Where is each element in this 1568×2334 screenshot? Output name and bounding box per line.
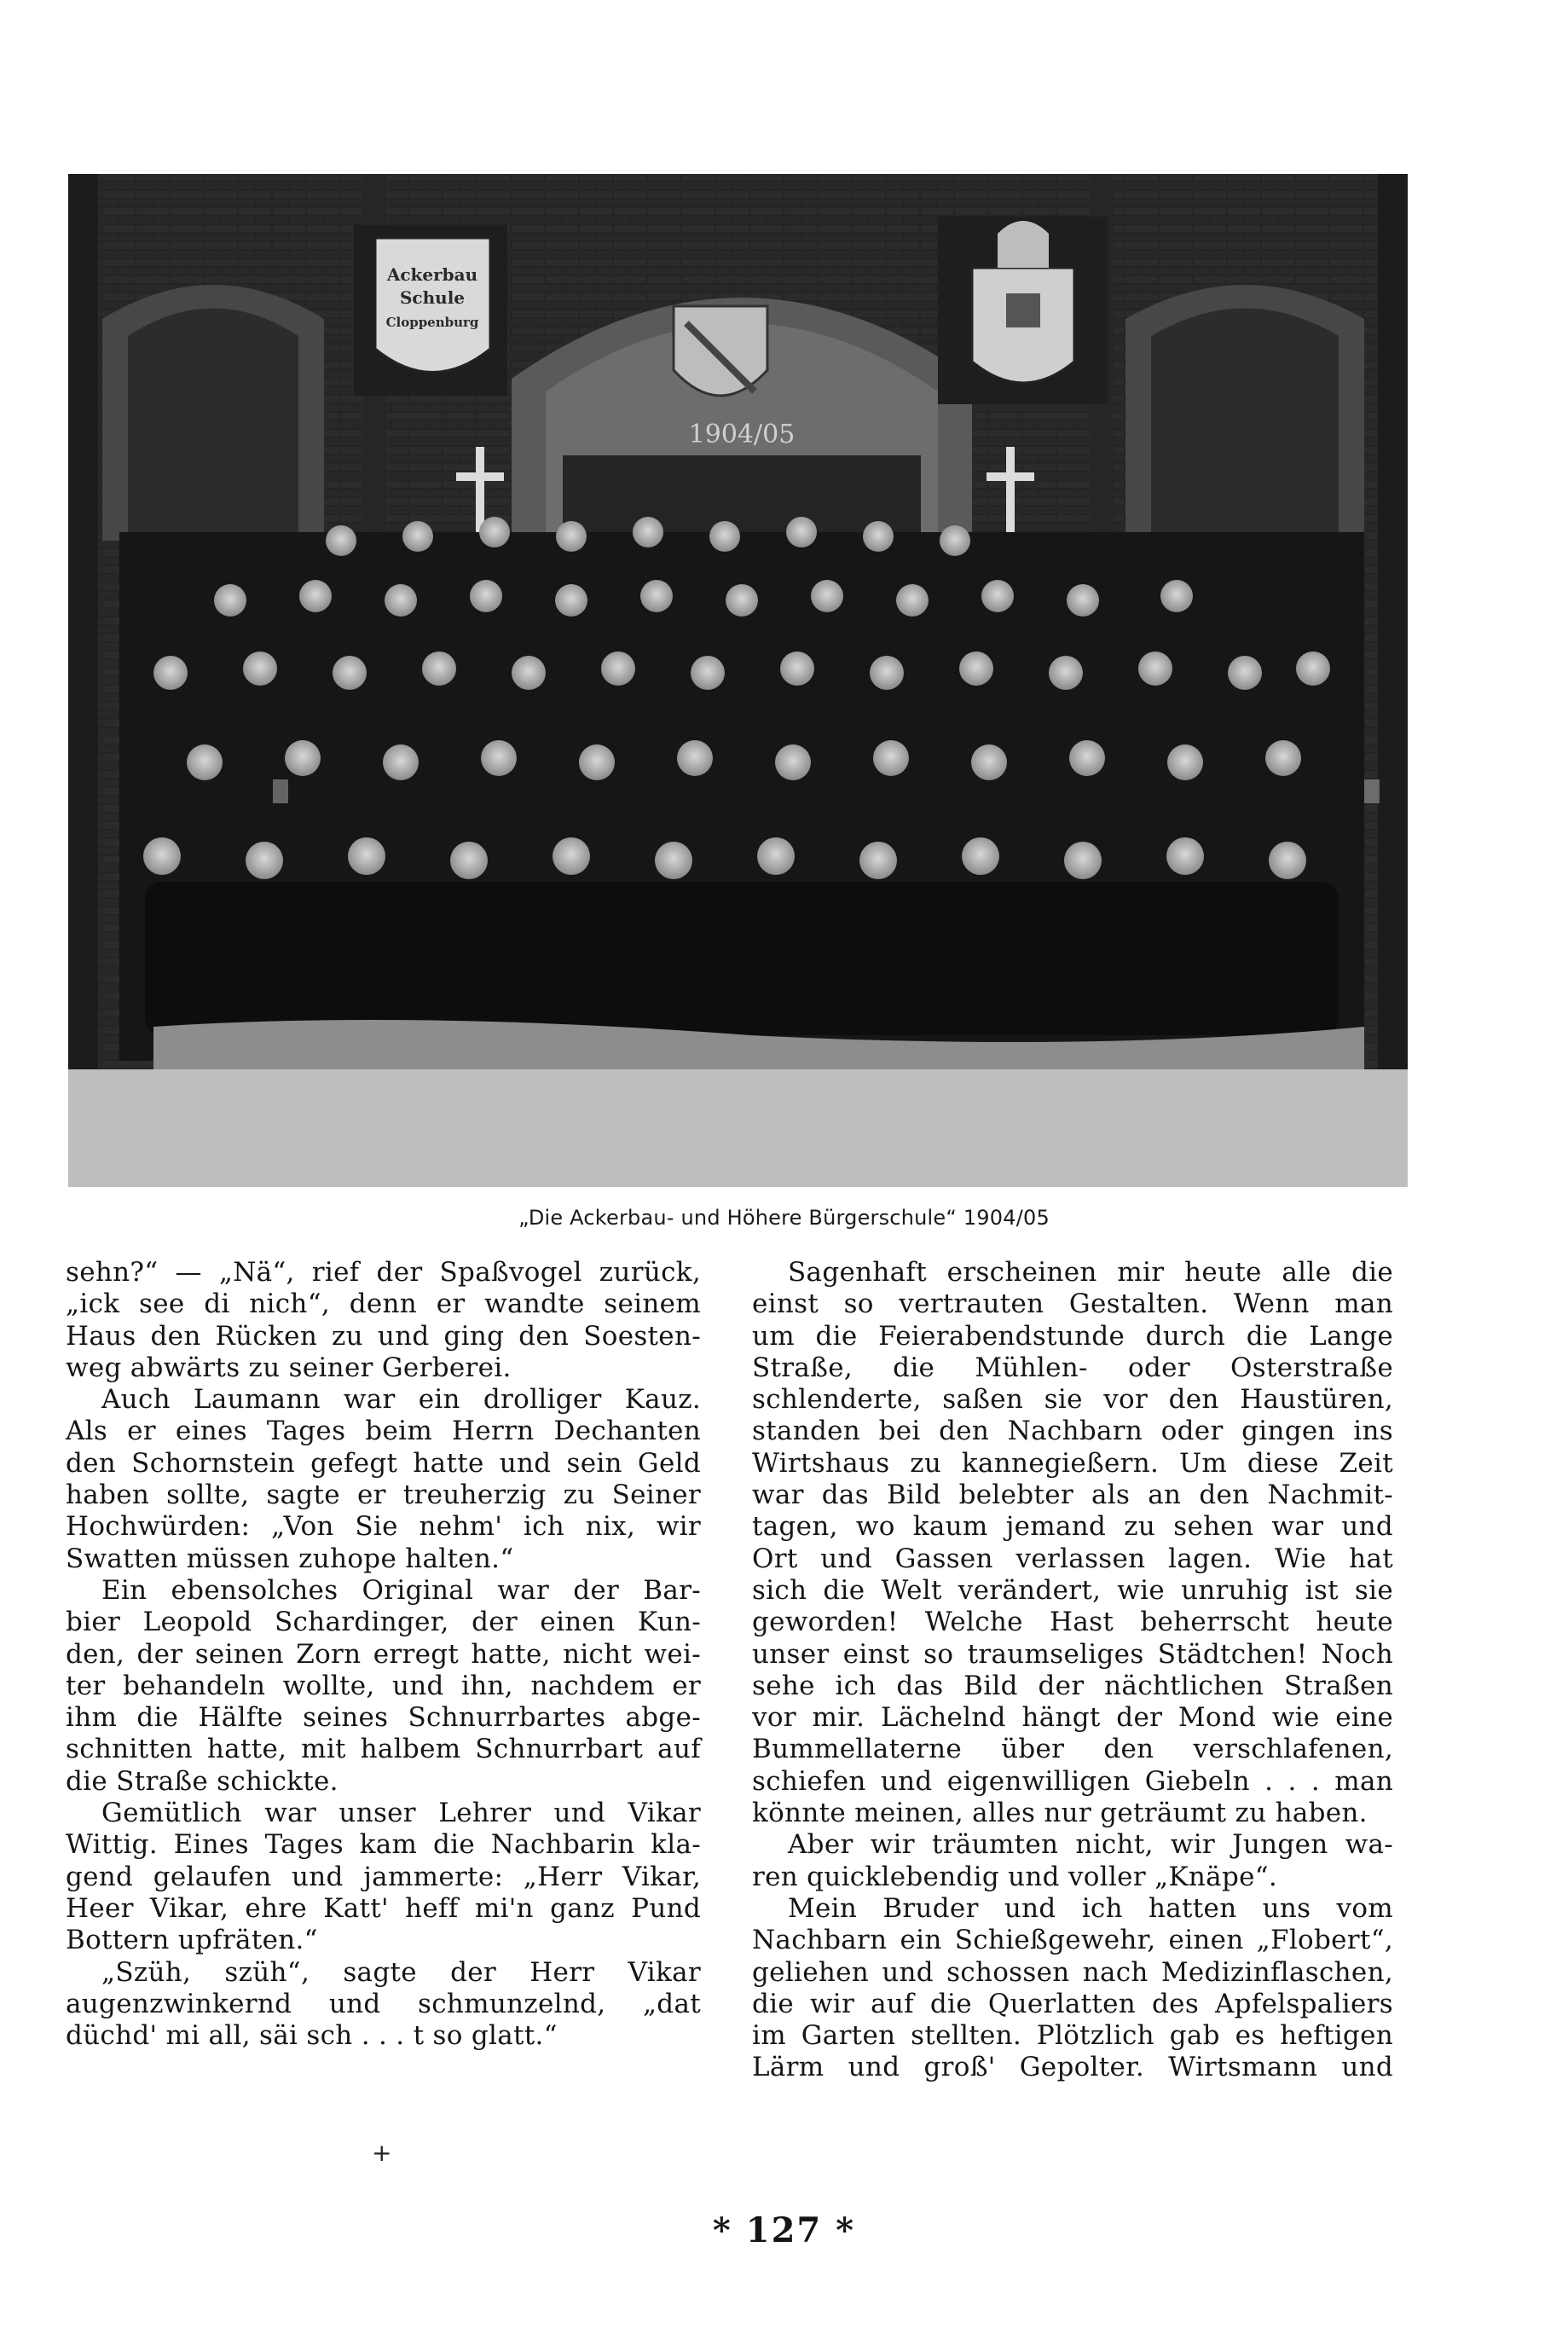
text-line: könnte meinen, alles nur geträumt zu haben. — [752, 1798, 1368, 1829]
sign-line-1: Ackerbau — [386, 264, 478, 285]
text-line: den, der seinen Zorn erregt hatte, nicht wei- — [66, 1638, 701, 1670]
text-line: Aber wir träumten nicht, wir Jungen wa- — [788, 1829, 1393, 1861]
sign-line-3: Cloppenburg — [385, 315, 479, 330]
school-group-photo — [68, 174, 1408, 1187]
text-line: war das Bild belebter als an den Nachmit- — [752, 1480, 1393, 1511]
text-line: Auch Laumann war ein drolliger Kauz. — [101, 1384, 701, 1416]
text-line: Als er eines Tages beim Herrn Dechanten — [66, 1416, 701, 1447]
text-line: standen bei den Nachbarn oder gingen ins — [752, 1416, 1393, 1447]
year-mark: 1904/05 — [688, 420, 796, 449]
text-line: Sagenhaft erscheinen mir heute alle die — [788, 1257, 1393, 1288]
text-line: ter behandeln wollte, und ihn, nachdem er — [66, 1670, 701, 1701]
page-number: * 127 * — [712, 2210, 856, 2250]
text-line: Bottern upfräten.“ — [66, 1925, 318, 1956]
text-line: die wir auf die Querlatten des Apfelspaliers — [752, 1988, 1393, 2019]
text-line: „Szüh, szüh“, sagte der Herr Vikar — [101, 1956, 701, 1988]
pupils-group — [119, 517, 1380, 1061]
sign-line-2: Schule — [399, 287, 466, 308]
photo-illustration — [68, 174, 1408, 1187]
text-line: Nachbarn ein Schießgewehr, einen „Flobert“, — [752, 1925, 1393, 1956]
text-line: gend gelaufen und jammerte: „Herr Vikar, — [66, 1861, 701, 1892]
text-line: Ort und Gassen verlassen lagen. Wie hat — [752, 1543, 1393, 1574]
text-line: schiefen und eigenwilligen Giebeln . . . man — [752, 1765, 1393, 1797]
text-line: Lärm und groß' Gepolter. Wirtsmann und — [752, 2052, 1393, 2083]
text-line: augenzwinkernd und schmunzelnd, „dat — [66, 1988, 701, 2019]
text-column-right — [752, 1257, 1393, 2084]
text-line: ren quicklebendig und voller „Knäpe“. — [752, 1861, 1278, 1892]
text-line: weg abwärts zu seiner Gerberei. — [66, 1352, 512, 1383]
text-line: sehe ich das Bild der nächtlichen Straßen — [752, 1670, 1393, 1701]
text-line: Bummellaterne über den verschlafenen, — [752, 1734, 1393, 1765]
section-separator: + — [372, 2139, 392, 2167]
text-line: im Garten stellten. Plötzlich gab es heftigen — [752, 2020, 1393, 2052]
text-line: Gemütlich war unser Lehrer und Vikar — [101, 1798, 701, 1829]
text-line: geworden! Welche Hast beherrscht heute — [752, 1607, 1393, 1638]
text-line: geliehen und schossen nach Medizinflaschen, — [752, 1956, 1393, 1988]
text-line: um die Feierabendstunde durch die Lange — [752, 1320, 1393, 1352]
text-line: Wittig. Eines Tages kam die Nachbarin kla- — [66, 1829, 701, 1861]
text-line: sehn?“ — „Nä“, rief der Spaßvogel zurück, — [66, 1257, 701, 1288]
text-line: schnitten hatte, mit halbem Schnurrbart auf — [66, 1734, 701, 1765]
text-line: sich die Welt verändert, wie unruhig ist sie — [752, 1574, 1393, 1606]
text-line: Mein Bruder und ich hatten uns vom — [788, 1892, 1393, 1924]
text-line: ihm die Hälfte seines Schnurrbartes abge- — [66, 1702, 701, 1734]
text-line: Wirtshaus zu kannegießern. Um diese Zeit — [752, 1447, 1393, 1479]
photo-caption: „Die Ackerbau- und Höhere Bürgerschule“ 1904/05 — [518, 1206, 1050, 1230]
text-column-left — [66, 1257, 701, 2052]
text-line: schlenderte, saßen sie vor den Haustüren, — [752, 1384, 1393, 1416]
text-line: Ein ebensolches Original war der Bar- — [101, 1574, 701, 1606]
text-line: Heer Vikar, ehre Katt' heff mi'n ganz Pund — [66, 1892, 701, 1924]
text-line: einst so vertrauten Gestalten. Wenn man — [752, 1289, 1393, 1320]
text-line: den Schornstein gefegt hatte und sein Geld — [66, 1447, 701, 1479]
text-line: die Straße schickte. — [66, 1765, 338, 1797]
text-line: Straße, die Mühlen- oder Osterstraße — [752, 1352, 1393, 1383]
text-line: Swatten müssen zuhope halten.“ — [66, 1543, 514, 1574]
text-line: bier Leopold Schardinger, der einen Kun- — [66, 1607, 701, 1638]
text-line: tagen, wo kaum jemand zu sehen war und — [752, 1511, 1393, 1543]
text-line: haben sollte, sagte er treuherzig zu Seiner — [66, 1480, 701, 1511]
text-line: Hochwürden: „Von Sie nehm' ich nix, wir — [66, 1511, 701, 1543]
text-line: „ick see di nich“, denn er wandte seinem — [66, 1289, 701, 1320]
text-line: unser einst so traumseliges Städtchen! Noch — [752, 1638, 1393, 1670]
text-line: vor mir. Lächelnd hängt der Mond wie eine — [752, 1702, 1393, 1734]
text-line: Haus den Rücken zu und ging den Soesten- — [66, 1320, 701, 1352]
text-line: düchd' mi all, säi sch . . . t so glatt.“ — [66, 2020, 558, 2052]
